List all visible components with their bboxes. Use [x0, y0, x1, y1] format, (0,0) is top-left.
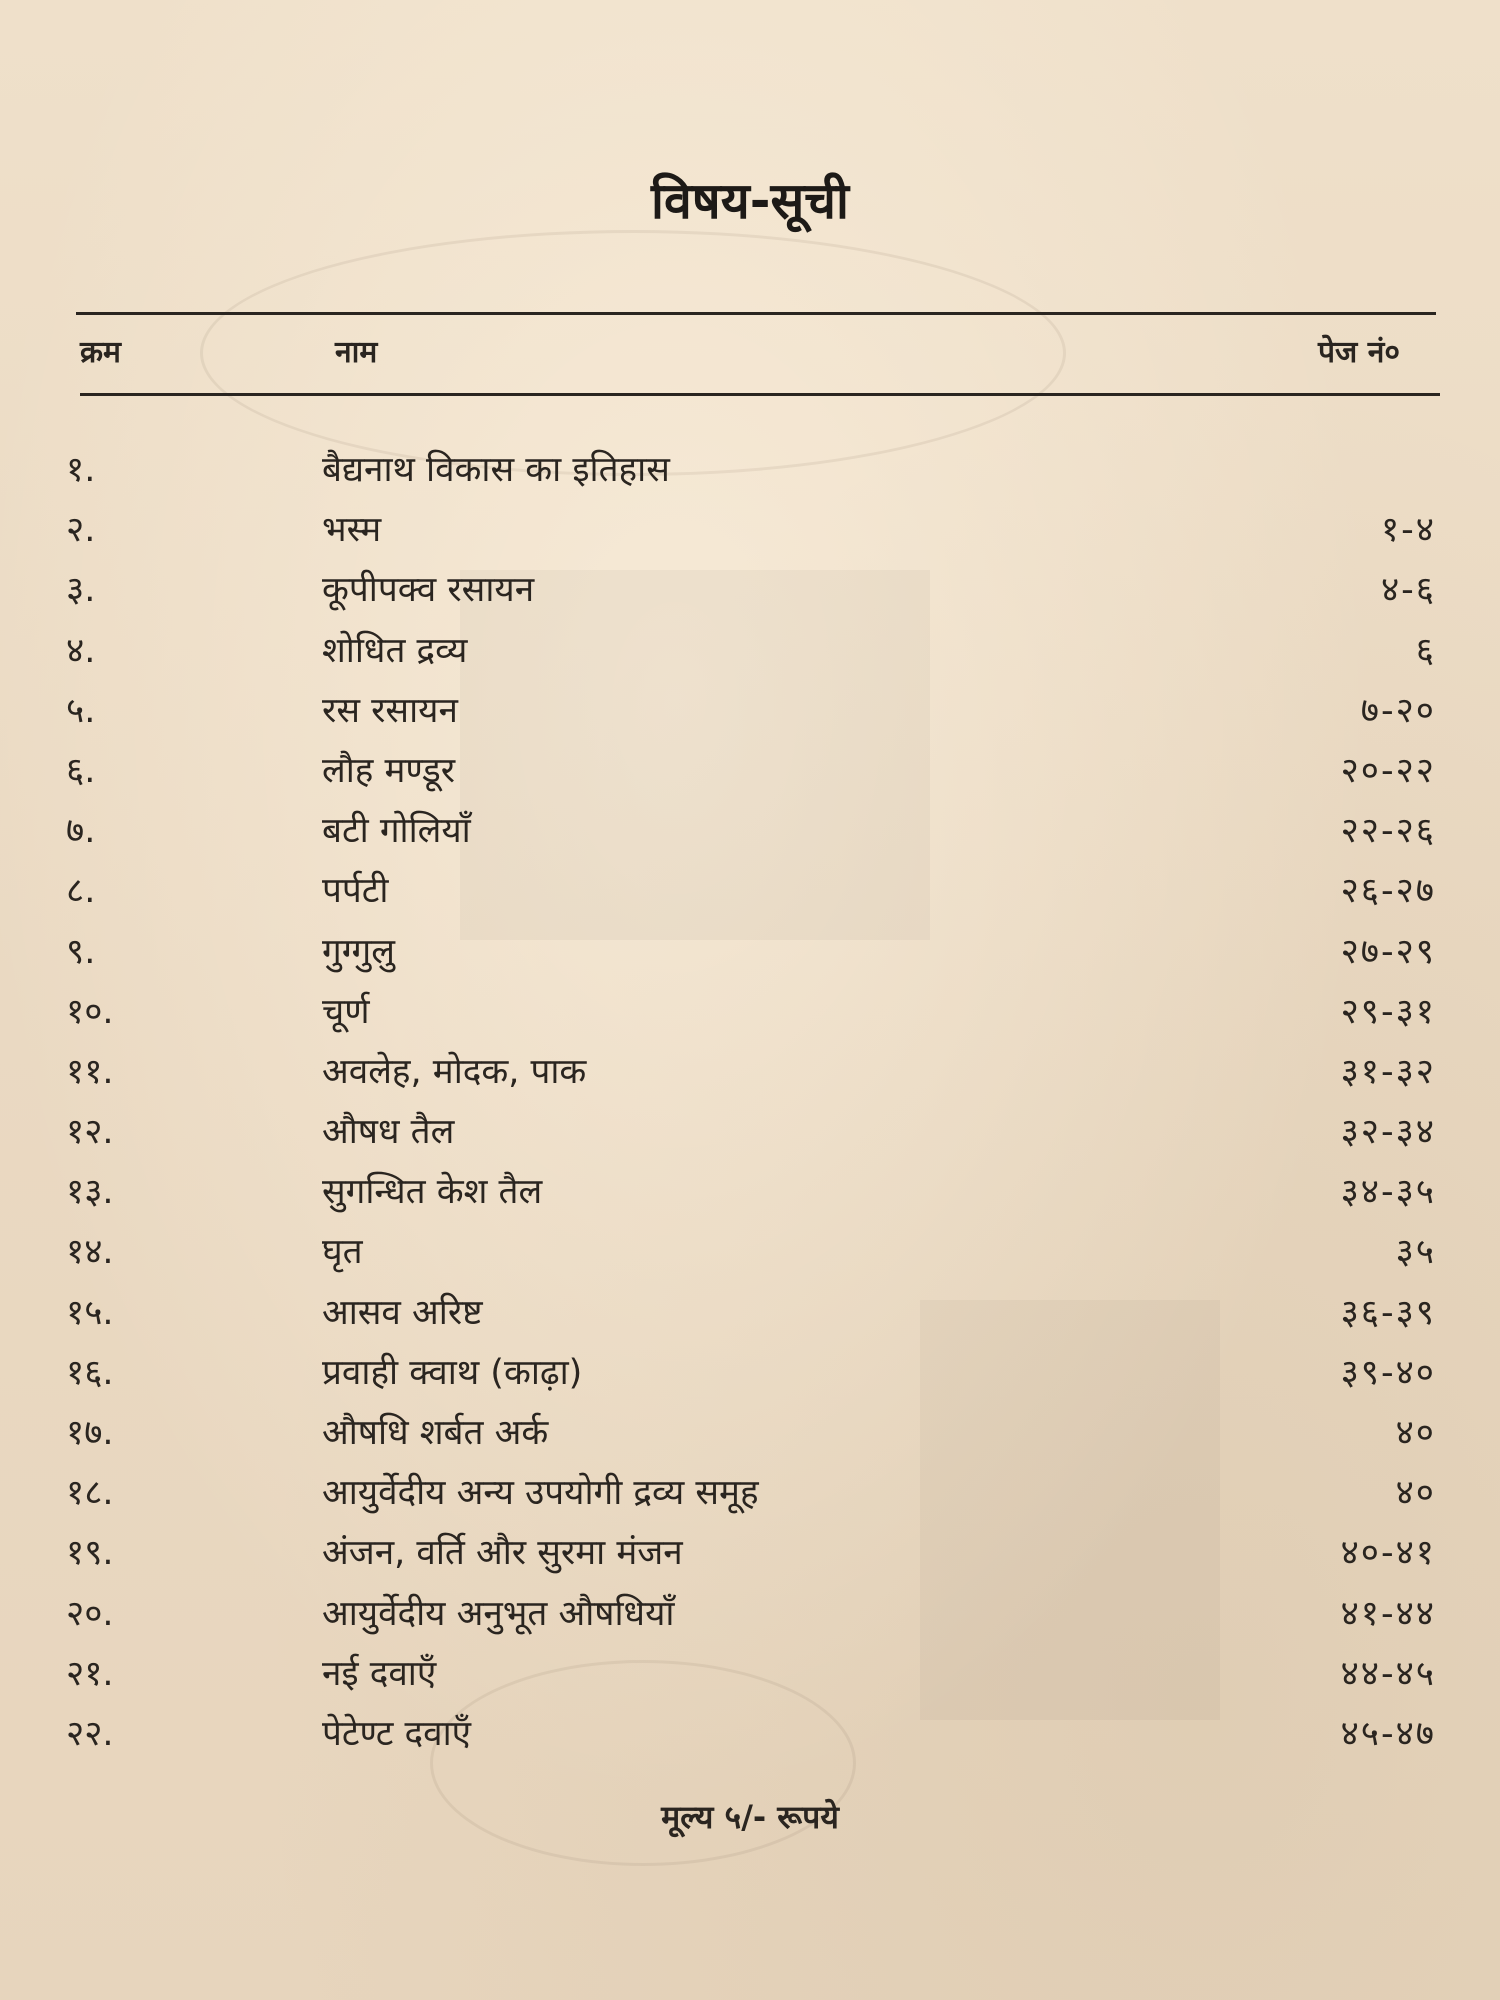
- list-item: [0, 1042, 1500, 1102]
- item-page-range: १-४: [1380, 510, 1436, 551]
- item-serial: २०.: [66, 1593, 114, 1634]
- list-item: [0, 1222, 1500, 1282]
- item-page-range: ६: [1415, 630, 1436, 671]
- item-name: अंजन, वर्ति और सुरमा मंजन: [322, 1533, 683, 1574]
- item-name: घृत: [322, 1232, 363, 1273]
- item-name: रस रसायन: [322, 690, 458, 731]
- item-name: गुग्गुलु: [322, 931, 395, 972]
- item-page-range: २२-२६: [1340, 811, 1436, 852]
- item-page-range: ४०: [1395, 1473, 1436, 1514]
- list-item: [0, 1704, 1500, 1764]
- item-page-range: ४०: [1395, 1413, 1436, 1453]
- item-serial: १८.: [66, 1473, 114, 1514]
- list-item: [0, 922, 1500, 982]
- item-page-range: ४४-४५: [1340, 1653, 1436, 1694]
- item-name: बैद्यनाथ विकास का इतिहास: [322, 450, 670, 490]
- column-header-page: पेज नं०: [1318, 335, 1400, 370]
- list-item: [0, 1162, 1500, 1222]
- item-serial: २२.: [66, 1713, 114, 1754]
- item-name: कूपीपक्व रसायन: [322, 570, 535, 611]
- list-item: [0, 1403, 1500, 1463]
- list-item: [0, 681, 1500, 741]
- item-name: आसव अरिष्ट: [322, 1292, 483, 1333]
- price-label: मूल्य ५/- रूपये: [661, 1798, 839, 1836]
- list-item: [0, 621, 1500, 681]
- item-page-range: ३९-४०: [1340, 1352, 1436, 1393]
- list-item: [0, 741, 1500, 801]
- item-serial: ७.: [66, 811, 96, 852]
- list-item: [0, 801, 1500, 861]
- item-page-range: २०-२२: [1340, 750, 1436, 791]
- item-name: औषध तैल: [322, 1112, 455, 1153]
- item-serial: २१.: [66, 1653, 114, 1694]
- item-serial: ३.: [66, 570, 96, 611]
- item-serial: ९.: [66, 931, 96, 972]
- item-page-range: २७-२९: [1340, 931, 1436, 972]
- list-item: [0, 982, 1500, 1042]
- item-page-range: ४०-४१: [1340, 1533, 1436, 1574]
- list-item: [0, 1343, 1500, 1403]
- item-page-range: ७-२०: [1360, 690, 1436, 731]
- page-title: विषय-सूची: [651, 172, 849, 230]
- item-name: औषधि शर्बत अर्क: [322, 1413, 549, 1453]
- item-serial: २.: [66, 510, 96, 551]
- item-page-range: ४-६: [1380, 570, 1436, 611]
- item-page-range: ४५-४७: [1340, 1713, 1436, 1754]
- list-item: [0, 1584, 1500, 1644]
- column-header-serial: क्रम: [80, 335, 121, 370]
- item-page-range: ३२-३४: [1340, 1112, 1436, 1153]
- item-page-range: ४१-४४: [1340, 1593, 1436, 1634]
- list-item: [0, 1463, 1500, 1523]
- item-serial: १०.: [66, 991, 114, 1032]
- list-item: [0, 1102, 1500, 1162]
- header-bottom-rule: [80, 393, 1440, 396]
- item-serial: १५.: [66, 1292, 114, 1333]
- header-top-rule: [76, 312, 1436, 315]
- list-item: [0, 1523, 1500, 1583]
- item-name: आयुर्वेदीय अनुभूत औषधियाँ: [322, 1593, 675, 1634]
- item-name: नई दवाएँ: [322, 1653, 437, 1694]
- item-name: पर्पटी: [322, 871, 389, 912]
- item-serial: ११.: [66, 1051, 114, 1092]
- item-serial: ५.: [66, 690, 96, 731]
- list-item: [0, 1644, 1500, 1704]
- item-serial: ४.: [66, 630, 96, 671]
- item-serial: १३.: [66, 1172, 114, 1213]
- item-serial: १७.: [66, 1413, 114, 1453]
- list-item: [0, 440, 1500, 500]
- item-name: प्रवाही क्वाथ (काढ़ा): [322, 1352, 583, 1393]
- item-page-range: २९-३१: [1340, 991, 1436, 1032]
- item-page-range: ३५: [1395, 1232, 1436, 1273]
- list-item: [0, 500, 1500, 560]
- item-name: बटी गोलियाँ: [322, 811, 471, 852]
- contents-list: [0, 440, 1500, 1764]
- item-name: भस्म: [322, 510, 382, 551]
- item-name: पेटेण्ट दवाएँ: [322, 1713, 471, 1754]
- list-item: [0, 861, 1500, 921]
- item-serial: १.: [66, 450, 96, 490]
- item-page-range: ३६-३९: [1340, 1292, 1436, 1333]
- list-item: [0, 1283, 1500, 1343]
- item-name: लौह मण्डूर: [322, 750, 456, 791]
- item-page-range: ३१-३२: [1340, 1051, 1436, 1092]
- item-page-range: ३४-३५: [1340, 1172, 1436, 1213]
- item-serial: ६.: [66, 750, 96, 791]
- item-name: सुगन्धित केश तैल: [322, 1172, 543, 1213]
- item-serial: १४.: [66, 1232, 114, 1273]
- item-serial: १२.: [66, 1112, 114, 1153]
- item-serial: १६.: [66, 1352, 114, 1393]
- column-header-name: नाम: [335, 335, 378, 370]
- item-serial: १९.: [66, 1533, 114, 1574]
- item-name: आयुर्वेदीय अन्य उपयोगी द्रव्य समूह: [322, 1473, 759, 1514]
- item-serial: ८.: [66, 871, 96, 912]
- item-name: अवलेह, मोदक, पाक: [322, 1051, 587, 1092]
- item-name: चूर्ण: [322, 991, 370, 1032]
- item-page-range: २६-२७: [1340, 871, 1436, 912]
- list-item: [0, 560, 1500, 620]
- item-name: शोधित द्रव्य: [322, 630, 468, 671]
